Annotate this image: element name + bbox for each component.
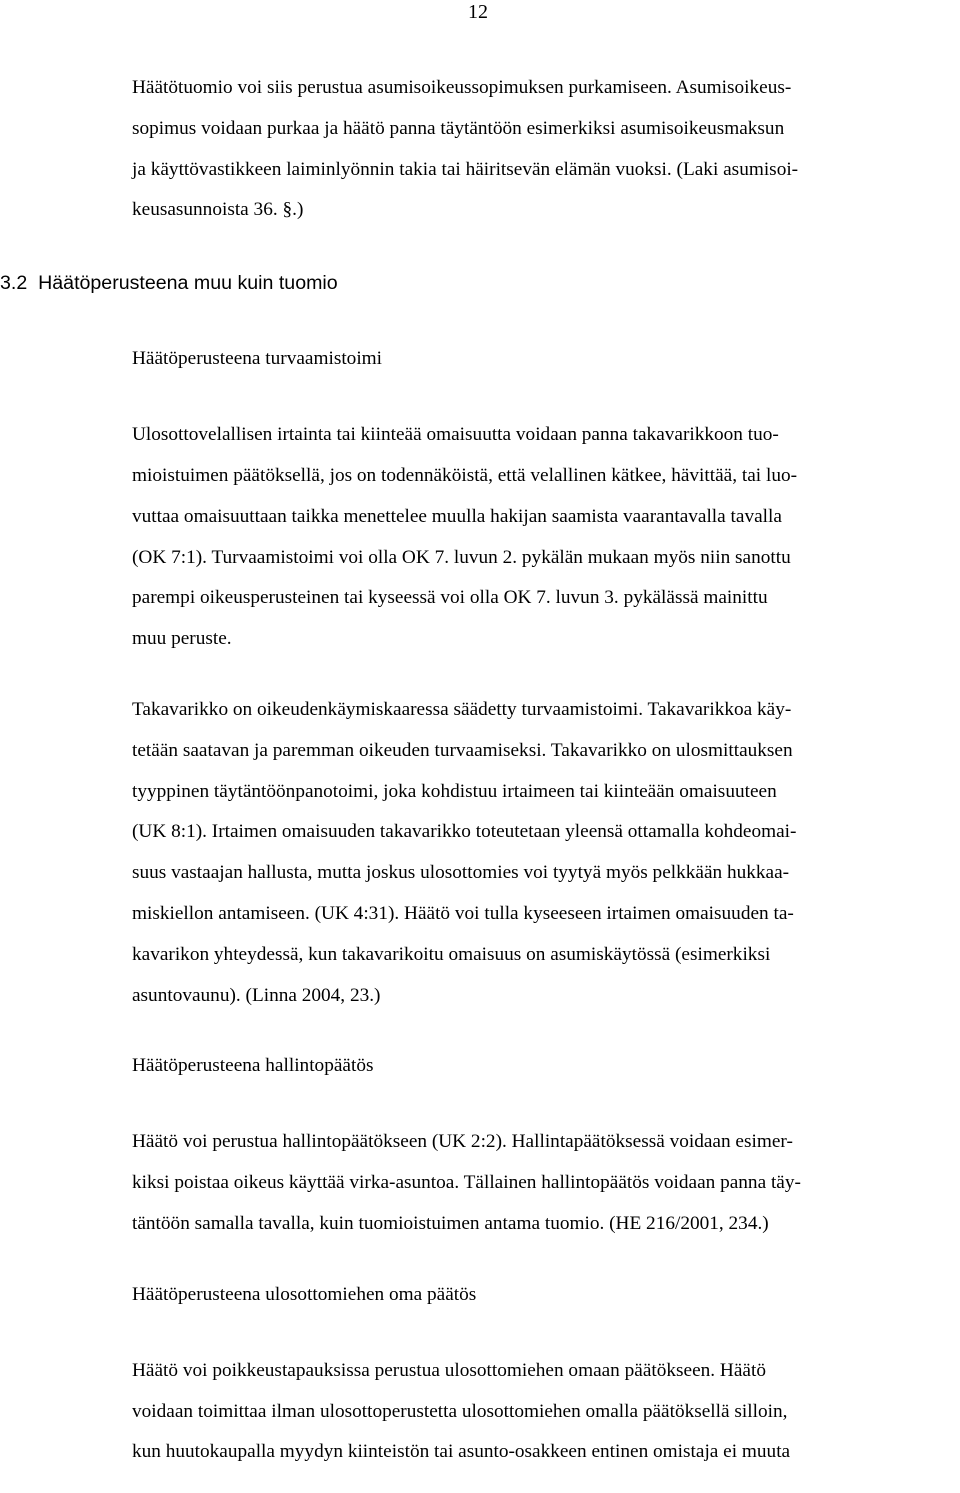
text-line: sopimus voidaan purkaa ja häätö panna täytäntöön esimerkiksi asumisoikeusmaksun [132, 117, 785, 139]
text-line: asuntovaunu). (Linna 2004, 23.) [132, 984, 381, 1006]
subheading-interim-measure: Häätöperusteena turvaamistoimi [132, 348, 383, 370]
text-line: Ulosottovelallisen irtainta tai kiinteää omaisuutta voidaan panna takavarikkoon tuo- [132, 424, 779, 446]
text-line: kiksi poistaa oikeus käyttää virka-asuntoa. Tällainen hallintopäätös voidaan panna täy- [132, 1172, 801, 1194]
page-number: 12 [468, 1, 488, 23]
text-line: parempi oikeusperusteinen tai kyseessä voi olla OK 7. luvun 3. pykälässä mainittu [132, 587, 768, 609]
text-line: vuttaa omaisuuttaan taikka menettelee muulla hakijan saamista vaarantavalla tavalla [132, 505, 782, 527]
paragraph-bailiff-decision [132, 1351, 950, 1473]
paragraph-eviction-basis [132, 68, 950, 231]
text-line: keusasunnoista 36. §.) [132, 199, 304, 221]
paragraph-interim-measure [132, 415, 950, 660]
text-line: mioistuimen päätöksellä, jos on todennäköistä, että velallinen kätkee, hävittää, tai luo- [132, 464, 798, 486]
text-line: voidaan toimittaa ilman ulosottoperustetta ulosottomiehen omalla päätöksellä silloin, [132, 1400, 788, 1422]
text-line: suus vastaajan hallusta, mutta joskus ulosottomies voi tyytyä myös pelkkään hukkaa- [132, 862, 790, 884]
text-line: Häätötuomio voi siis perustua asumisoikeussopimuksen purkamiseen. Asumisoikeus- [132, 77, 792, 98]
text-line: miskiellon antamiseen. (UK 4:31). Häätö voi tulla kyseeseen irtaimen omaisuuden ta- [132, 902, 794, 924]
text-line: Takavarikko on oikeudenkäymiskaaressa säädetty turvaamistoimi. Takavarikkoa käy- [132, 698, 792, 720]
paragraph-administrative-decision [132, 1122, 950, 1244]
text-line: tyyppinen täytäntöönpanotoimi, joka kohdistuu irtaimeen tai kiinteään omaisuuteen [132, 780, 777, 802]
section-heading: 3.2 Häätöperusteena muu kuin tuomio [0, 272, 338, 295]
paragraph-seizure [132, 690, 950, 1016]
text-line: (UK 8:1). Irtaimen omaisuuden takavarikko toteutetaan yleensä ottamalla kohdeomai- [132, 821, 797, 843]
text-line: Häätö voi poikkeustapauksissa perustua ulosottomiehen omaan päätökseen. Häätö [132, 1359, 766, 1381]
text-line: kun huutokaupalla myydyn kiinteistön tai asunto-osakkeen entinen omistaja ei muuta [132, 1441, 791, 1463]
text-line: Häätö voi perustua hallintopäätökseen (UK 2:2). Hallintapäätöksessä voidaan esimer- [132, 1131, 793, 1153]
text-line: ja käyttövastikkeen laiminlyönnin takia tai häiritsevän elämän vuoksi. (Laki asumisoi- [132, 158, 799, 180]
text-line: täntöön samalla tavalla, kuin tuomioistuimen antama tuomio. (HE 216/2001, 234.) [132, 1212, 769, 1234]
text-line: tetään saatavan ja paremman oikeuden turvaamiseksi. Takavarikko on ulosmittauksen [132, 739, 793, 761]
document-body [0, 68, 950, 1473]
text-line: (OK 7:1). Turvaamistoimi voi olla OK 7. luvun 2. pykälän mukaan myös niin sanottu [132, 546, 791, 568]
text-line: muu peruste. [132, 628, 232, 650]
subheading-bailiff-decision: Häätöperusteena ulosottomiehen oma päätös [132, 1283, 477, 1305]
subheading-administrative-decision: Häätöperusteena hallintopäätös [132, 1055, 374, 1077]
text-line: kavarikon yhteydessä, kun takavarikoitu omaisuus on asumiskäytössä (esimerkiksi [132, 943, 771, 965]
